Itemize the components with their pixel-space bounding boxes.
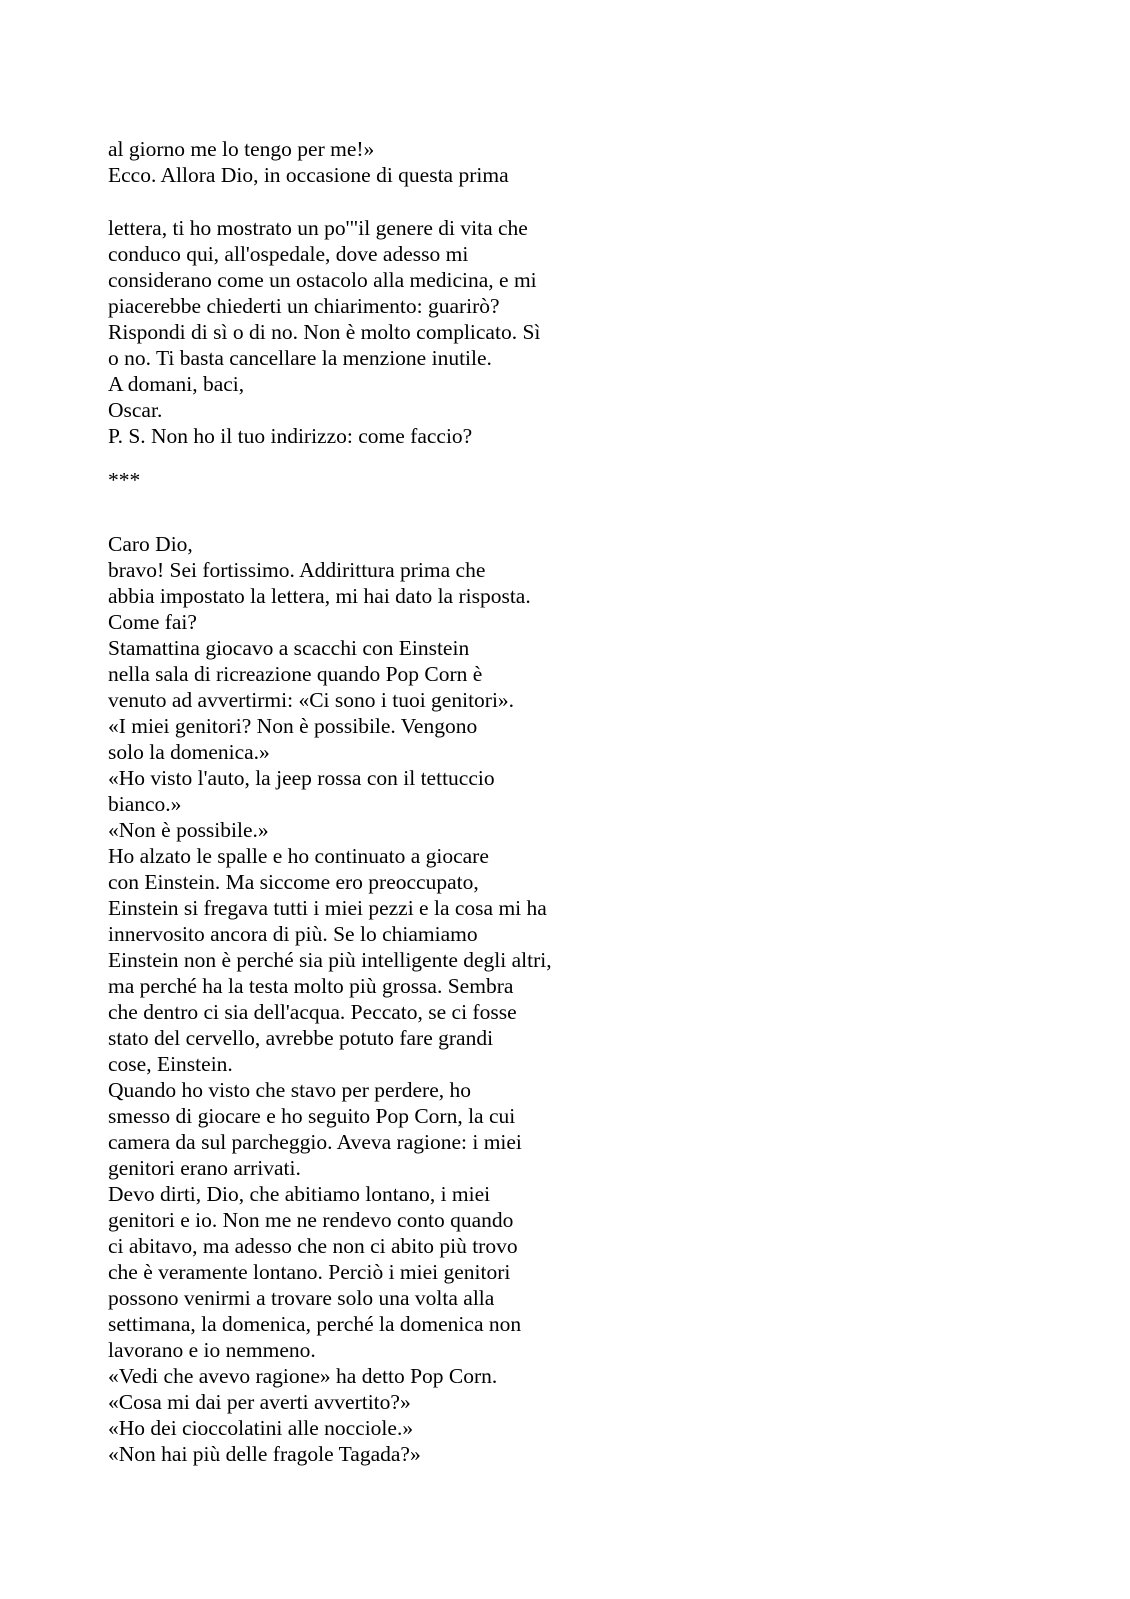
text-line: Stamattina giocavo a scacchi con Einstein [108,636,470,660]
text-line: A domani, baci, [108,372,245,396]
text-line: cose, Einstein. [108,1052,233,1076]
text-line: Einstein non è perché sia più intelligente degli altri, [108,948,552,972]
text-line: venuto ad avvertirmi: «Ci sono i tuoi genitori». [108,688,515,712]
text-block-second-letter [108,531,552,1467]
text-line: Ho alzato le spalle e ho continuato a giocare [108,844,489,868]
text-line: «Vedi che avevo ragione» ha detto Pop Corn. [108,1364,498,1388]
text-line: settimana, la domenica, perché la domenica non [108,1312,522,1336]
text-line: Oscar. [108,398,163,422]
text-line: piacerebbe chiederti un chiarimento: guarirò? [108,294,500,318]
text-line: bianco.» [108,792,182,816]
text-line: lettera, ti ho mostrato un po'"il genere di vita che [108,216,528,240]
text-line: innervosito ancora di più. Se lo chiamiamo [108,922,478,946]
text-line: «I miei genitori? Non è possibile. Vengono [108,714,478,738]
text-line: «Ho dei cioccolatini alle nocciole.» [108,1416,414,1440]
text-line: «Cosa mi dai per averti avvertito?» [108,1390,411,1414]
text-line: possono venirmi a trovare solo una volta alla [108,1286,495,1310]
text-line: ci abitavo, ma adesso che non ci abito più trovo [108,1234,518,1258]
text-line: Rispondi di sì o di no. Non è molto complicato. Sì [108,320,541,344]
text-line: Caro Dio, [108,532,193,556]
text-block-intro [108,136,509,188]
text-line: con Einstein. Ma siccome ero preoccupato, [108,870,479,894]
text-line: smesso di giocare e ho seguito Pop Corn, la cui [108,1104,516,1128]
text-line: conduco qui, all'ospedale, dove adesso mi [108,242,469,266]
text-line: Come fai? [108,610,197,634]
separator-text: *** [108,468,141,492]
text-line: «Non è possibile.» [108,818,269,842]
text-line: Quando ho visto che stavo per perdere, ho [108,1078,472,1102]
text-line: genitori erano arrivati. [108,1156,301,1180]
text-line: Ecco. Allora Dio, in occasione di questa prima [108,163,509,187]
text-line: Einstein si fregava tutti i miei pezzi e la cosa mi ha [108,896,547,920]
text-line: «Ho visto l'auto, la jeep rossa con il tettuccio [108,766,495,790]
text-line: stato del cervello, avrebbe potuto fare grandi [108,1026,494,1050]
text-block-letter-end [108,215,540,449]
text-line: che è veramente lontano. Perciò i miei genitori [108,1260,511,1284]
text-line: ma perché ha la testa molto più grossa. Sembra [108,974,514,998]
text-line: abbia impostato la lettera, mi hai dato la risposta. [108,584,531,608]
text-line: «Non hai più delle fragole Tagada?» [108,1442,421,1466]
section-separator [108,467,140,493]
text-line: camera da sul parcheggio. Aveva ragione: i miei [108,1130,522,1154]
text-line: che dentro ci sia dell'acqua. Peccato, se ci fosse [108,1000,517,1024]
text-line: bravo! Sei fortissimo. Addirittura prima che [108,558,486,582]
text-line: o no. Ti basta cancellare la menzione inutile. [108,346,492,370]
text-line: Devo dirti, Dio, che abitiamo lontano, i miei [108,1182,491,1206]
text-line: al giorno me lo tengo per me!» [108,137,375,161]
text-line: genitori e io. Non me ne rendevo conto quando [108,1208,514,1232]
text-line: P. S. Non ho il tuo indirizzo: come faccio? [108,424,473,448]
text-line: lavorano e io nemmeno. [108,1338,316,1362]
text-line: solo la domenica.» [108,740,270,764]
text-line: nella sala di ricreazione quando Pop Corn è [108,662,483,686]
text-line: considerano come un ostacolo alla medicina, e mi [108,268,537,292]
